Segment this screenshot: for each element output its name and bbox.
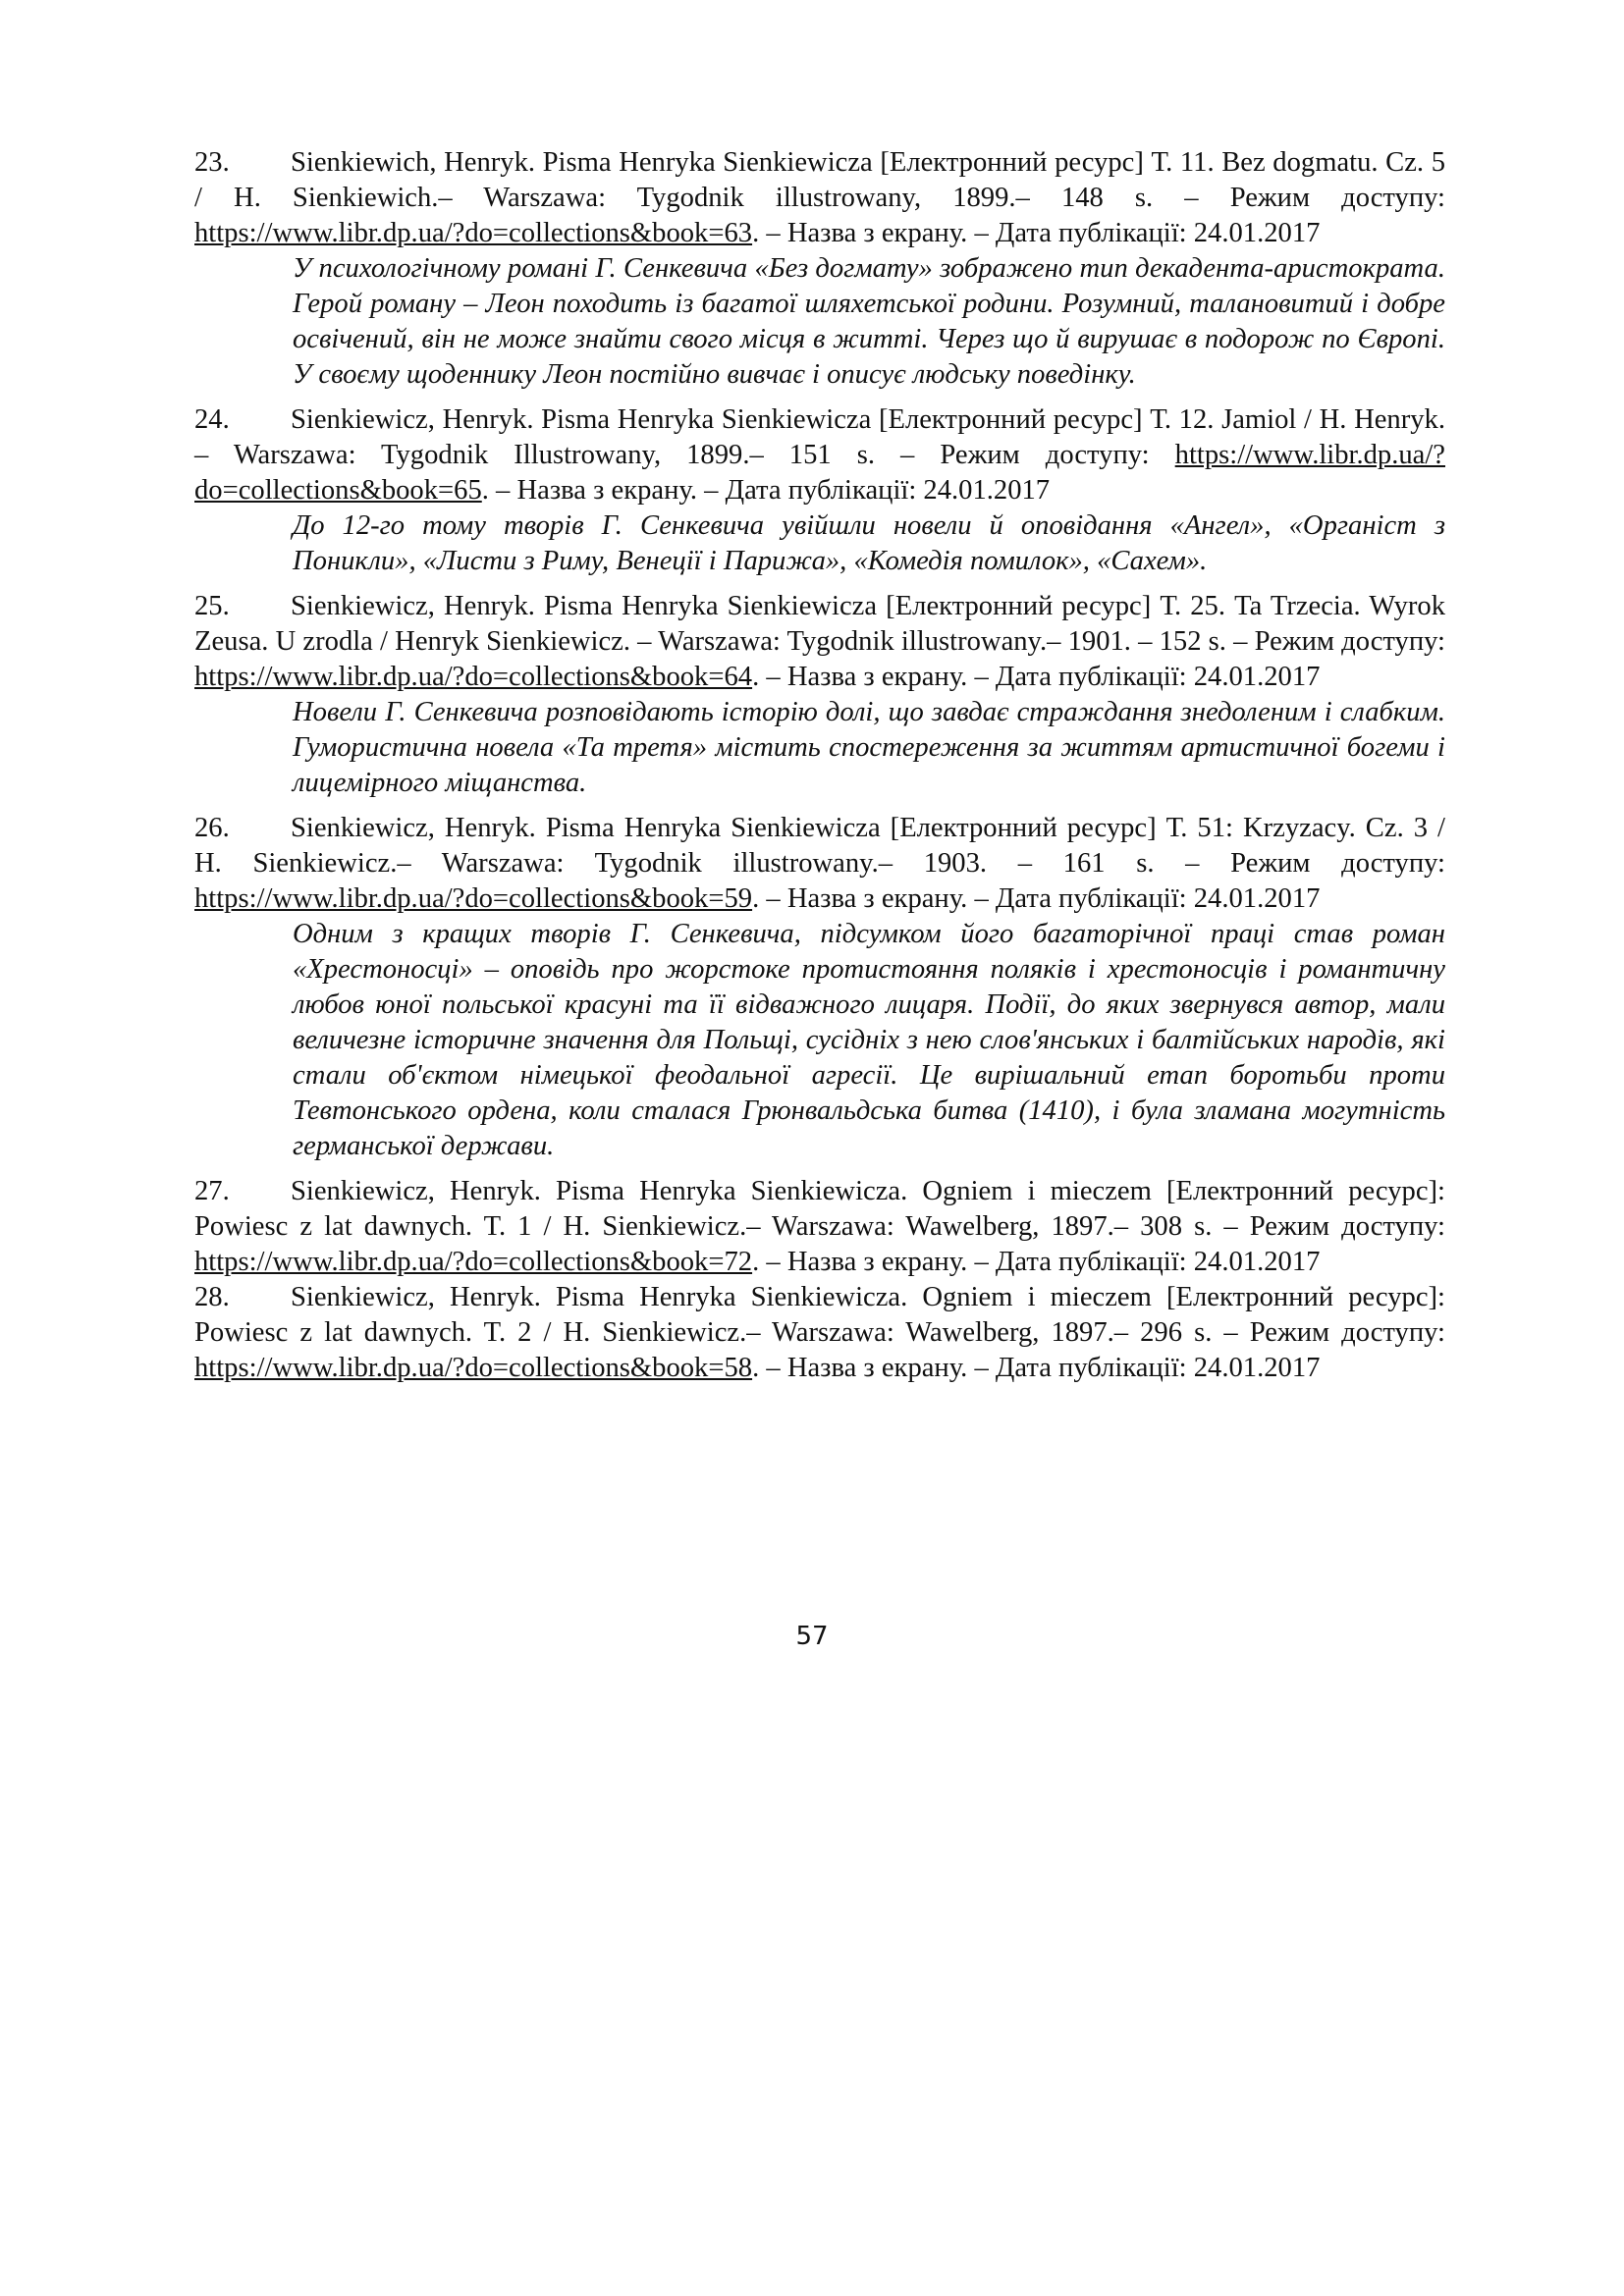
annotation: До 12-го тому творів Г. Сенкевича увійшли новели й оповідання «Ангел», «Органіст з Поникли», «Листи з Риму, Венеції і Парижа», «Комедія помилок», «Сахем». xyxy=(293,510,1445,576)
resource-link[interactable]: https://www.libr.dp.ua/?do=collections&book=64 xyxy=(194,662,753,692)
citation-tail: . – Назва з екрану. – Дата публікації: 24.01.2017 xyxy=(481,475,1051,506)
citation-text: Sienkiewicz, Henryk. Pisma Henryka Sienkiewicza [Електронний ресурс] Т. 12. Jamiol / H. Henryk. – Warszawa: Tygodnik Illustrowany, 1899.– 151 s. – Режим доступу: xyxy=(194,404,1445,470)
citation xyxy=(194,589,1445,695)
citation-text: Sienkiewicz, Henryk. Pisma Henryka Sienkiewicza. Ogniem i mieczem [Електронний ресурс]: Powiesc z lat dawnych. T. 1 / H. Sienkiewicz.– Warszawa: Wawelberg, 1897.– 308 s. – Режим доступу: xyxy=(194,1176,1445,1242)
citation-text: Sienkiewicz, Henryk. Pisma Henryka Sienkiewicza [Електронний ресурс] Т. 25. Ta Trzecia. Wyrok Zeusa. U zrodla / Henryk Sienkiewicz. – Warszawa: Tygodnik illustrowany.– 1901. – 152 s. – Режим доступу: xyxy=(194,591,1445,657)
citation-tail: . – Назва з екрану. – Дата публікації: 24.01.2017 xyxy=(752,662,1321,692)
bibliography-entry-26 xyxy=(194,811,1445,1164)
annotation: Новели Г. Сенкевича розповідають історію долі, що завдає страждання знедоленим і слабким. Гумористична новела «Та третя» містить спостереження за життям артистичної богеми і лицемірного міщанства. xyxy=(293,697,1445,798)
citation-tail: . – Назва з екрану. – Дата публікації: 24.01.2017 xyxy=(752,1247,1321,1277)
entry-number: 25. xyxy=(194,591,230,621)
bibliography-entry-27 xyxy=(194,1174,1445,1280)
entry-number: 27. xyxy=(194,1176,230,1206)
citation-tail: . – Назва з екрану. – Дата публікації: 24.01.2017 xyxy=(752,218,1321,248)
annotation: Одним з кращих творів Г. Сенкевича, підсумком його багаторічної праці став роман «Хрестоносці» – оповідь про жорстоке протистояння поляків і хрестоносців і романтичну любов юної польської красуні та її відважного лицаря. Події, до яких звернувся автор, мали величезне історичне значення для Польщі, сусідніх з нею слов'янських і балтійських народів, які стали об'єктом німецької феодальної агресії. Це вирішальний етап боротьби проти Тевтонського ордена, коли сталася Грюнвальдська битва (1410), і була зламана могутність германської держави. xyxy=(293,919,1445,1161)
resource-link[interactable]: https://www.libr.dp.ua/?do=collections&book=59 xyxy=(194,883,753,914)
citation-tail: . – Назва з екрану. – Дата публікації: 24.01.2017 xyxy=(752,1353,1321,1383)
citation xyxy=(194,1280,1445,1386)
bibliography-entry-24 xyxy=(194,402,1445,579)
citation xyxy=(194,1174,1445,1280)
bibliography-list xyxy=(194,145,1445,1386)
citation-tail: . – Назва з екрану. – Дата публікації: 24.01.2017 xyxy=(752,883,1321,914)
citation-text: Sienkiewicz, Henryk. Pisma Henryka Sienkiewicza [Електронний ресурс] Т. 51: Krzyzacy. Cz. 3 / H. Sienkiewicz.– Warszawa: Tygodnik illustrowany.– 1903. – 161 s. – Режим доступу: xyxy=(194,813,1445,879)
citation xyxy=(194,145,1445,251)
resource-link[interactable]: https://www.libr.dp.ua/?do=collections&book=72 xyxy=(194,1247,753,1277)
resource-link[interactable]: https://www.libr.dp.ua/?do=collections&book=63 xyxy=(194,218,753,248)
bibliography-entry-23 xyxy=(194,145,1445,393)
annotation: У психологічному романі Г. Сенкевича «Без догмату» зображено тип декадента-аристократа. Герой роману – Леон походить із багатої шляхетської родини. Розумний, талановитий і добре освічений, він не може знайти свого місця в житті. Через що й вирушає в подорож по Європі. У своєму щоденнику Леон постійно вивчає і описує людську поведінку. xyxy=(293,253,1445,390)
entry-number: 26. xyxy=(194,813,230,843)
entry-number: 28. xyxy=(194,1282,230,1312)
entry-number: 23. xyxy=(194,147,230,178)
resource-link[interactable]: https://www.libr.dp.ua/?do=collections&book=58 xyxy=(194,1353,753,1383)
citation-text: Sienkiewich, Henryk. Pisma Henryka Sienkiewicza [Електронний ресурс] Т. 11. Bez dogmatu. Cz. 5 / H. Sienkiewich.– Warszawa: Tygodnik illustrowany, 1899.– 148 s. – Режим доступу: xyxy=(194,147,1445,213)
resource-link[interactable]: https://www.libr.dp.ua/?do=collections&book=65 xyxy=(194,440,1445,506)
page-number: 57 xyxy=(795,1622,829,1651)
entry-number: 24. xyxy=(194,404,230,435)
citation xyxy=(194,811,1445,917)
bibliography-entry-28 xyxy=(194,1280,1445,1386)
bibliography-entry-25 xyxy=(194,589,1445,801)
citation-text: Sienkiewicz, Henryk. Pisma Henryka Sienkiewicza. Ogniem i mieczem [Електронний ресурс]: Powiesc z lat dawnych. T. 2 / H. Sienkiewicz.– Warszawa: Wawelberg, 1897.– 296 s. – Режим доступу: xyxy=(194,1282,1445,1348)
citation xyxy=(194,402,1445,508)
